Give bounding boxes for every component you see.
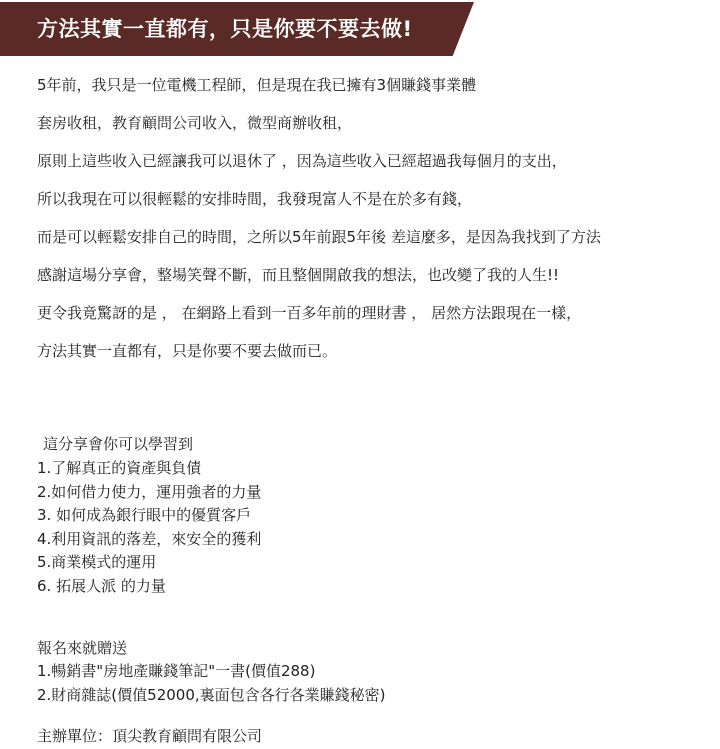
- story-line: 原則上這些收入已經讓我可以退休了 ，因為這些收入已經超過我每個月的支出，: [37, 152, 567, 170]
- list-item: 1.暢銷書"房地產賺錢筆記"一書(價值288): [37, 662, 316, 680]
- story-line: 5年前，我只是一位電機工程師，但是現在我已擁有3個賺錢事業體: [37, 76, 477, 94]
- gift-section: [37, 637, 637, 707]
- list-item: 2.財商雜誌(價值52000,裏面包含各行各業賺錢秘密): [37, 685, 386, 704]
- gift-list: [37, 660, 637, 707]
- learning-list: [37, 457, 637, 598]
- page-title: 方法其實一直都有，只是你要不要去做!: [37, 17, 413, 41]
- list-item: 2.如何借力使力，運用強者的力量: [37, 482, 262, 501]
- story-line: 感謝這場分享會，整場笑聲不斷，而且整個開啟我的想法，也改變了我的人生!!: [37, 266, 560, 284]
- story-line: 方法其實一直都有，只是你要不要去做而已。: [37, 342, 338, 360]
- story-section: [37, 77, 707, 381]
- story-line: 更令我竟驚訝的是 ， 在網路上看到一百多年前的理財書 ， 居然方法跟現在一樣，: [37, 304, 582, 322]
- learning-heading: 這分享會你可以學習到: [43, 435, 194, 453]
- list-item: 4.利用資訊的落差，來安全的獲利: [37, 529, 262, 548]
- story-line: 套房收租，教育顧問公司收入，微型商辦收租，: [37, 114, 353, 132]
- learning-section: [37, 433, 637, 598]
- organizer-line: 主辦單位：頂尖教育顧問有限公司: [37, 727, 263, 745]
- list-item: 3. 如何成為銀行眼中的優質客戶: [37, 506, 252, 524]
- gift-heading: 報名來就贈送: [37, 639, 128, 657]
- list-item: 5.商業模式的運用: [37, 553, 157, 571]
- story-line: 所以我現在可以很輕鬆的安排時間，我發現富人不是在於多有錢，: [37, 190, 473, 208]
- story-line: 而是可以輕鬆安排自己的時間，之所以5年前跟5年後 差這麼多，是因為我找到了方法: [37, 228, 601, 246]
- list-item: 1.了解真正的資產與負債: [37, 459, 202, 477]
- list-item: 6. 拓展人派 的力量: [37, 576, 166, 595]
